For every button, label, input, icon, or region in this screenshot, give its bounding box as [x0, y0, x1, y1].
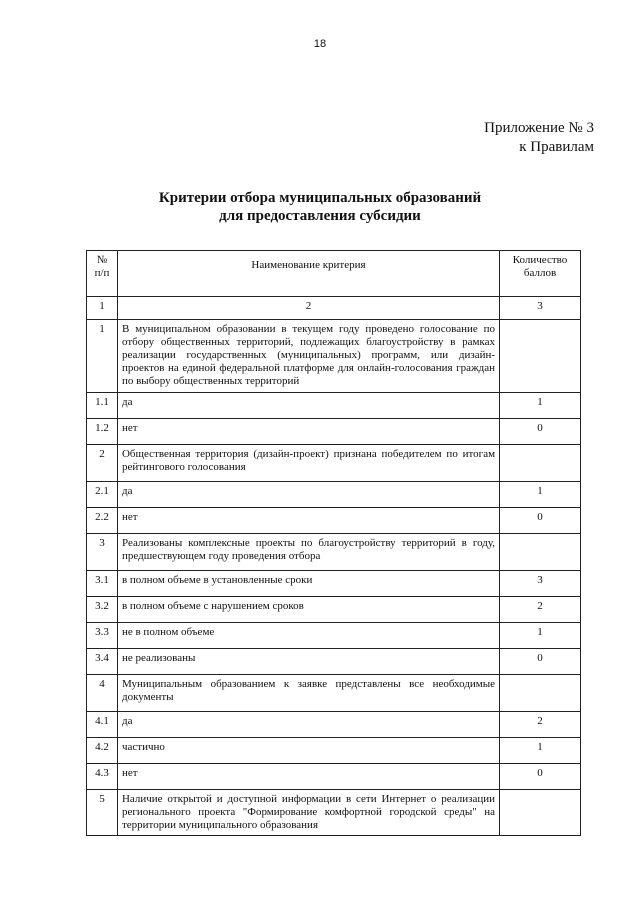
criterion-points: 2 [500, 712, 581, 738]
row-number: 3.1 [87, 571, 118, 597]
criterion-name: в полном объеме в установленные сроки [117, 571, 499, 597]
table-row [87, 675, 581, 712]
criterion-points: 2 [500, 597, 581, 623]
criterion-name: В муниципальном образовании в текущем году проведено голосование по отбору общественных территорий, подлежащих благоустройству в рамках реализации государственных (муниципальных) программ, или дизайн-проектов на единой федеральной платформе для онлайн-голосования граждан по выбору общественных территорий [117, 320, 499, 393]
row-number: 1.1 [87, 393, 118, 419]
appendix-line-1: Приложение № 3 [484, 120, 594, 136]
column-number: 2 [117, 297, 499, 320]
table-row [87, 393, 581, 419]
table-row [87, 571, 581, 597]
criterion-points [500, 790, 581, 836]
criterion-points [500, 445, 581, 482]
criterion-name: в полном объеме с нарушением сроков [117, 597, 499, 623]
title-line-1: Критерии отбора муниципальных образований [158, 190, 482, 206]
criterion-name: да [117, 712, 499, 738]
criterion-points [500, 675, 581, 712]
row-number: 3.3 [87, 623, 118, 649]
table-row [87, 482, 581, 508]
criterion-name: Реализованы комплексные проекты по благоустройству территорий в году, предшествующем году проведения отбора [117, 534, 499, 571]
column-number-row [87, 297, 581, 320]
row-number: 3.4 [87, 649, 118, 675]
criterion-points: 1 [500, 393, 581, 419]
criterion-points: 1 [500, 623, 581, 649]
table-header-row [87, 251, 581, 297]
criterion-name: Муниципальным образованием к заявке представлены все необходимые документы [117, 675, 499, 712]
column-number: 1 [87, 297, 118, 320]
criterion-points: 0 [500, 508, 581, 534]
title-line-2: для предоставления субсидии [219, 208, 421, 224]
header-criterion-name: Наименование критерия [117, 251, 499, 297]
criterion-name: частично [117, 738, 499, 764]
table-row [87, 419, 581, 445]
criterion-points: 3 [500, 571, 581, 597]
table-row [87, 320, 581, 393]
table-row [87, 738, 581, 764]
column-number: 3 [500, 297, 581, 320]
criterion-points: 1 [500, 738, 581, 764]
table-row [87, 534, 581, 571]
appendix-line-2: к Правилам [519, 139, 594, 155]
criterion-name: нет [117, 764, 499, 790]
criterion-name: не в полном объеме [117, 623, 499, 649]
row-number: 2.2 [87, 508, 118, 534]
criterion-points: 0 [500, 649, 581, 675]
criterion-points: 0 [500, 764, 581, 790]
table-row [87, 508, 581, 534]
row-number: 1 [87, 320, 118, 393]
table-row [87, 597, 581, 623]
criterion-name: да [117, 393, 499, 419]
criterion-name: нет [117, 419, 499, 445]
header-points: Количество баллов [500, 251, 581, 297]
appendix-reference [484, 119, 594, 157]
criterion-points: 0 [500, 419, 581, 445]
header-number: № п/п [87, 251, 118, 297]
criterion-name: нет [117, 508, 499, 534]
document-title [0, 189, 640, 225]
table-row [87, 445, 581, 482]
row-number: 3 [87, 534, 118, 571]
criterion-points [500, 534, 581, 571]
criterion-name: Наличие открытой и доступной информации в сети Интернет о реализации регионального проекта "Формирование комфортной городской среды" на территории муниципального образования [117, 790, 499, 836]
table-row [87, 649, 581, 675]
table-row [87, 790, 581, 836]
criterion-points: 1 [500, 482, 581, 508]
criteria-table [86, 250, 581, 836]
row-number: 2.1 [87, 482, 118, 508]
row-number: 4 [87, 675, 118, 712]
row-number: 4.1 [87, 712, 118, 738]
table-row [87, 623, 581, 649]
criterion-points [500, 320, 581, 393]
row-number: 1.2 [87, 419, 118, 445]
criterion-name: не реализованы [117, 649, 499, 675]
row-number: 4.3 [87, 764, 118, 790]
row-number: 4.2 [87, 738, 118, 764]
row-number: 3.2 [87, 597, 118, 623]
table-row [87, 712, 581, 738]
criterion-name: Общественная территория (дизайн-проект) признана победителем по итогам рейтингового голосования [117, 445, 499, 482]
row-number: 2 [87, 445, 118, 482]
page-number: 18 [313, 38, 327, 50]
table-row [87, 764, 581, 790]
criterion-name: да [117, 482, 499, 508]
row-number: 5 [87, 790, 118, 836]
